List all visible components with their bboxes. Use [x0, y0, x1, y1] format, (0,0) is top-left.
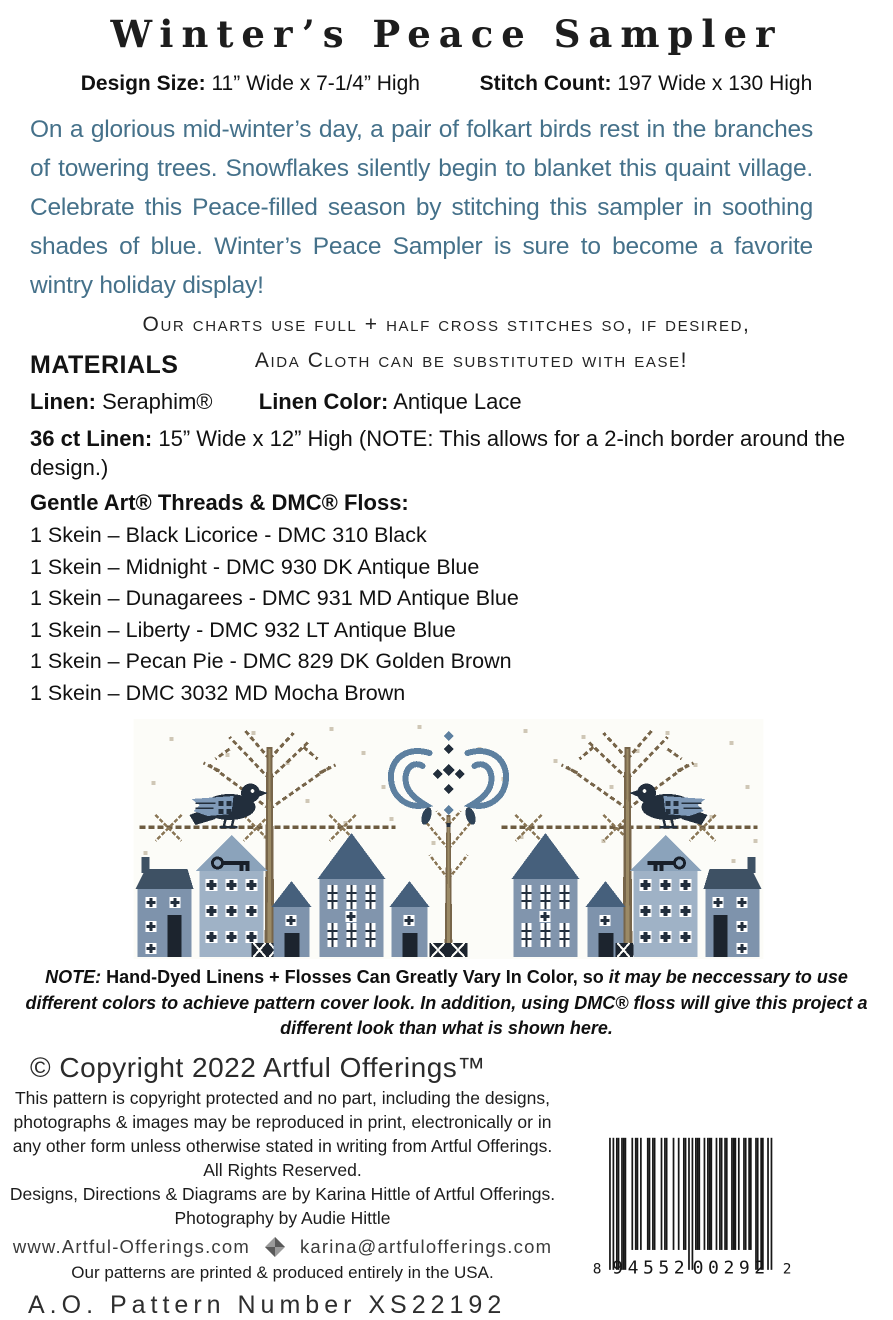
legal-line: photographs & images may be reproduced in print, electronically or in — [13, 1111, 552, 1132]
thread-item: 1 Skein – Midnight - DMC 930 DK Antique Blue — [30, 554, 480, 579]
note-bold-text: Hand-Dyed Linens + Flosses Can Greatly Vary In Color, so — [101, 967, 609, 987]
house-saltbox-left — [136, 857, 194, 957]
linen-count-line — [30, 424, 853, 482]
barcode-digit-right: 2 — [782, 1260, 792, 1277]
legal-line: This pattern is copyright protected and no part, including the designs, — [14, 1087, 551, 1108]
footer — [0, 1086, 893, 1320]
barcode — [591, 1136, 799, 1281]
charts-note-line1: Our charts use full + half cross stitches so, if desired, — [142, 313, 751, 336]
legal-text — [0, 1086, 565, 1230]
copyright-heading: © Copyright 2022 Artful Offerings™ — [30, 1051, 486, 1083]
stitch-count-label: Stitch Count: — [479, 72, 612, 95]
house-saltbox-right — [704, 857, 762, 957]
barcode-group-1: 94552 — [612, 1256, 690, 1278]
thread-item: 1 Skein – DMC 3032 MD Mocha Brown — [30, 680, 406, 705]
linen-line — [30, 387, 853, 416]
legal-line: All Rights Reserved. — [203, 1159, 362, 1180]
thread-item: 1 Skein – Pecan Pie - DMC 829 DK Golden Brown — [30, 649, 512, 673]
pattern-number: A.O. Pattern Number XS22192 — [28, 1290, 507, 1319]
linen-count-label: 36 ct Linen: — [30, 426, 153, 451]
linen-count-value: 15” Wide x 12” High (NOTE: This allows for a 2-inch border around the design.) — [30, 426, 846, 480]
email-text: karina@artfulofferings.com — [299, 1235, 553, 1257]
legal-line: Designs, Directions & Diagrams are by Karina Hittle of Artful Offerings. — [9, 1183, 556, 1204]
threads-heading: Gentle Art® Threads & DMC® Floss: — [30, 490, 409, 515]
page-title: Winter’s Peace Sampler — [110, 12, 783, 56]
fence-center — [430, 943, 468, 957]
barcode-group-2: 00292 — [692, 1256, 770, 1278]
footer-right-column — [565, 1086, 893, 1320]
linen-value: Seraphim® — [102, 389, 213, 414]
website-text: www.Artful-Offerings.com — [12, 1235, 250, 1257]
usa-line: Our patterns are printed & produced entirely in the USA. — [71, 1262, 494, 1282]
materials-heading: MATERIALS — [30, 351, 179, 379]
design-size-value: 11” Wide x 7-1/4” High — [211, 72, 420, 95]
linen-color-label: Linen Color: — [258, 389, 389, 414]
diamond-icon — [264, 1236, 286, 1258]
materials-header-row — [0, 343, 893, 379]
legal-line: any other form unless otherwise stated in writing from Artful Offerings. — [12, 1135, 553, 1156]
note-prefix: NOTE: — [45, 967, 102, 987]
stitch-count-value: 197 Wide x 130 High — [617, 72, 813, 95]
thread-item: 1 Skein – Black Licorice - DMC 310 Black — [30, 523, 427, 547]
linen-color-value: Antique Lace — [393, 389, 522, 414]
design-specs — [0, 72, 893, 96]
thread-item: 1 Skein – Liberty - DMC 932 LT Antique Blue — [30, 617, 456, 642]
contact-row — [0, 1236, 565, 1258]
linen-label: Linen: — [30, 389, 96, 414]
charts-note-line2: Aida Cloth can be substituted with ease! — [254, 349, 689, 372]
barcode-digit-left: 8 — [592, 1260, 602, 1277]
color-variance-note — [23, 965, 871, 1042]
description-paragraph: On a glorious mid-winter’s day, a pair of folkart birds rest in the branches of towering trees. Snowflakes silently begin to blanket this quaint village. Celebrate this Peace-filled season by stitching this sampler in soothing shades of blue. Winter’s Peace Sampler is sure to become a favorite wintry holiday display! — [30, 116, 813, 299]
thread-list — [30, 520, 893, 709]
design-size-label: Design Size: — [80, 72, 206, 95]
legal-line: Photography by Audie Hittle — [174, 1207, 391, 1228]
footer-left-column — [0, 1086, 565, 1320]
thread-item: 1 Skein – Dunagarees - DMC 931 MD Antique Blue — [30, 586, 519, 610]
stitch-sampler-image — [133, 719, 764, 959]
note-italic-text: it may be neccessary to use different colors to achieve pattern cover look. In addition, using DMC® floss will give this project a different look than what is shown here. — [25, 967, 868, 1038]
